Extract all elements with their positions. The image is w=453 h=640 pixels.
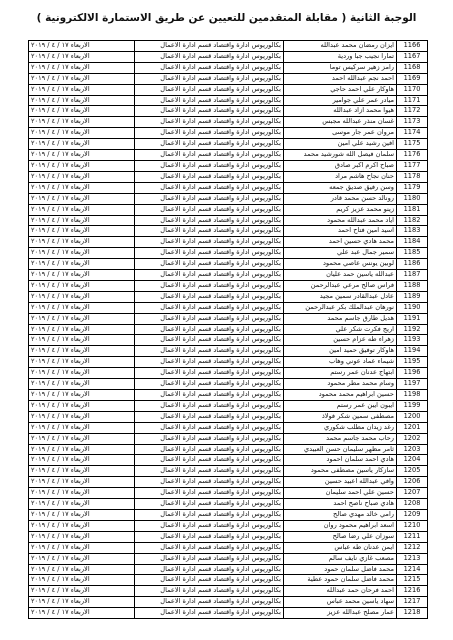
row-name: رامي خالد مهدي صالح xyxy=(284,509,397,520)
table-row xyxy=(29,466,428,477)
row-qualification: بكالوريوس ادارة واقتصاد قسم ادارة الاعمال xyxy=(135,128,284,139)
table-row xyxy=(29,215,428,226)
row-qualification: بكالوريوس ادارة واقتصاد قسم ادارة الاعمال xyxy=(135,84,284,95)
row-number: 1187 xyxy=(397,270,428,281)
row-number: 1189 xyxy=(397,291,428,302)
row-date: الاربعاء ١٧ / ٤ / ٢٠١٩ xyxy=(29,466,135,477)
table-row xyxy=(29,41,428,52)
table-row xyxy=(29,302,428,313)
row-qualification: بكالوريوس ادارة واقتصاد قسم ادارة الاعمال xyxy=(135,433,284,444)
row-qualification: بكالوريوس ادارة واقتصاد قسم ادارة الاعمال xyxy=(135,411,284,422)
row-number: 1208 xyxy=(397,499,428,510)
row-date: الاربعاء ١٧ / ٤ / ٢٠١٩ xyxy=(29,422,135,433)
row-number: 1212 xyxy=(397,542,428,553)
row-number: 1194 xyxy=(397,346,428,357)
row-name: هاوكار علي احمد حاجي xyxy=(284,84,397,95)
row-qualification: بكالوريوس ادارة واقتصاد قسم ادارة الاعمال xyxy=(135,368,284,379)
row-name: عمار مصلح عبدالله عزيز xyxy=(284,608,397,619)
row-date: الاربعاء ١٧ / ٤ / ٢٠١٩ xyxy=(29,346,135,357)
row-qualification: بكالوريوس ادارة واقتصاد قسم ادارة الاعمال xyxy=(135,466,284,477)
row-name: وسن رفيق صديق جمعه xyxy=(284,182,397,193)
row-number: 1186 xyxy=(397,259,428,270)
row-date: الاربعاء ١٧ / ٤ / ٢٠١٩ xyxy=(29,335,135,346)
row-date: الاربعاء ١٧ / ٤ / ٢٠١٩ xyxy=(29,357,135,368)
table-row xyxy=(29,400,428,411)
row-qualification: بكالوريوس ادارة واقتصاد قسم ادارة الاعمال xyxy=(135,117,284,128)
row-number: 1205 xyxy=(397,466,428,477)
row-date: الاربعاء ١٧ / ٤ / ٢٠١٩ xyxy=(29,139,135,150)
row-date: الاربعاء ١٧ / ٤ / ٢٠١٩ xyxy=(29,171,135,182)
table-row xyxy=(29,335,428,346)
row-name: سلمان فيصل الله شورشيد محمد xyxy=(284,150,397,161)
row-name: حسين علي احمد سليمان xyxy=(284,488,397,499)
row-date: الاربعاء ١٧ / ٤ / ٢٠١٩ xyxy=(29,291,135,302)
row-date: الاربعاء ١٧ / ٤ / ٢٠١٩ xyxy=(29,41,135,52)
row-qualification: بكالوريوس ادارة واقتصاد قسم ادارة الاعمال xyxy=(135,237,284,248)
table-row xyxy=(29,433,428,444)
row-number: 1180 xyxy=(397,193,428,204)
row-date: الاربعاء ١٧ / ٤ / ٢٠١٩ xyxy=(29,520,135,531)
row-qualification: بكالوريوس ادارة واقتصاد قسم ادارة الاعمال xyxy=(135,259,284,270)
row-date: الاربعاء ١٧ / ٤ / ٢٠١٩ xyxy=(29,128,135,139)
row-name: رامز زهير سركيس توما xyxy=(284,62,397,73)
row-number: 1204 xyxy=(397,455,428,466)
row-qualification: بكالوريوس ادارة واقتصاد قسم ادارة الاعمال xyxy=(135,520,284,531)
row-number: 1166 xyxy=(397,41,428,52)
row-date: الاربعاء ١٧ / ٤ / ٢٠١٩ xyxy=(29,302,135,313)
row-date: الاربعاء ١٧ / ٤ / ٢٠١٩ xyxy=(29,215,135,226)
row-number: 1195 xyxy=(397,357,428,368)
table-row xyxy=(29,520,428,531)
row-number: 1173 xyxy=(397,117,428,128)
table-row xyxy=(29,182,428,193)
row-number: 1176 xyxy=(397,150,428,161)
row-name: اسعد ابراهيم محمود روان xyxy=(284,520,397,531)
row-date: الاربعاء ١٧ / ٤ / ٢٠١٩ xyxy=(29,324,135,335)
row-name: فراس صالح مرعي عبدالرحمن xyxy=(284,280,397,291)
row-number: 1182 xyxy=(397,215,428,226)
row-name: ميادر عمر علي جوامير xyxy=(284,95,397,106)
row-number: 1196 xyxy=(397,368,428,379)
table-row xyxy=(29,564,428,575)
row-name: ايزان رمضان محمد عبدالله xyxy=(284,41,397,52)
row-number: 1170 xyxy=(397,84,428,95)
row-name: ثامر مظهر سليمان حسن العبيدي xyxy=(284,444,397,455)
row-name: لوبين يونس عاصي محمود xyxy=(284,259,397,270)
row-name: حنان نجاح هاشم مراد xyxy=(284,171,397,182)
row-name: هاوكار توفيق حميد امين xyxy=(284,346,397,357)
table-row xyxy=(29,597,428,608)
row-date: الاربعاء ١٧ / ٤ / ٢٠١٩ xyxy=(29,106,135,117)
row-number: 1200 xyxy=(397,411,428,422)
row-name: عبدالله ياسين حمد عليان xyxy=(284,270,397,281)
row-qualification: بكالوريوس ادارة واقتصاد قسم ادارة الاعمال xyxy=(135,400,284,411)
table-row xyxy=(29,193,428,204)
table-row xyxy=(29,390,428,401)
table-row xyxy=(29,313,428,324)
row-date: الاربعاء ١٧ / ٤ / ٢٠١٩ xyxy=(29,499,135,510)
row-name: عادل عبدالقادر سمين مجيد xyxy=(284,291,397,302)
row-name: وسام محمد مطر محمود xyxy=(284,379,397,390)
row-date: الاربعاء ١٧ / ٤ / ٢٠١٩ xyxy=(29,95,135,106)
row-name: محمد هادي حسين احمد xyxy=(284,237,397,248)
table-row xyxy=(29,204,428,215)
row-number: 1207 xyxy=(397,488,428,499)
row-number: 1218 xyxy=(397,608,428,619)
row-date: الاربعاء ١٧ / ٤ / ٢٠١٩ xyxy=(29,259,135,270)
table-row xyxy=(29,160,428,171)
table-row xyxy=(29,117,428,128)
row-date: الاربعاء ١٧ / ٤ / ٢٠١٩ xyxy=(29,84,135,95)
row-qualification: بكالوريوس ادارة واقتصاد قسم ادارة الاعمال xyxy=(135,335,284,346)
table-row xyxy=(29,368,428,379)
row-qualification: بكالوريوس ادارة واقتصاد قسم ادارة الاعمال xyxy=(135,488,284,499)
row-number: 1198 xyxy=(397,390,428,401)
row-qualification: بكالوريوس ادارة واقتصاد قسم ادارة الاعمال xyxy=(135,62,284,73)
row-name: هديل طارق جاسم محمد xyxy=(284,313,397,324)
table-row xyxy=(29,357,428,368)
row-date: الاربعاء ١٧ / ٤ / ٢٠١٩ xyxy=(29,400,135,411)
row-name: محمد فاضل سلمان حمود عطية xyxy=(284,575,397,586)
table-row xyxy=(29,499,428,510)
row-number: 1185 xyxy=(397,248,428,259)
row-date: الاربعاء ١٧ / ٤ / ٢٠١٩ xyxy=(29,51,135,62)
table-row xyxy=(29,226,428,237)
row-number: 1172 xyxy=(397,106,428,117)
row-date: الاربعاء ١٧ / ٤ / ٢٠١٩ xyxy=(29,73,135,84)
row-date: الاربعاء ١٧ / ٤ / ٢٠١٩ xyxy=(29,586,135,597)
row-number: 1171 xyxy=(397,95,428,106)
page-title: الوجبة الثانية ( مقابلة المتقدمين للتعيين عن طريق الاستمارة الالكترونية ) xyxy=(36,12,417,24)
row-number: 1215 xyxy=(397,575,428,586)
row-name: صباح اكرم اكبر صادق xyxy=(284,160,397,171)
row-number: 1201 xyxy=(397,422,428,433)
row-number: 1209 xyxy=(397,509,428,520)
row-name: رونالد حسن محمد قادر xyxy=(284,193,397,204)
row-name: سهاد ياسين محمد عباس xyxy=(284,597,397,608)
row-date: الاربعاء ١٧ / ٤ / ٢٠١٩ xyxy=(29,455,135,466)
row-name: افين رشيد علي امين xyxy=(284,139,397,150)
row-name: اياد محمد عبدالله محمود xyxy=(284,215,397,226)
row-name: سمير جمال عبد علي xyxy=(284,248,397,259)
row-qualification: بكالوريوس ادارة واقتصاد قسم ادارة الاعمال xyxy=(135,248,284,259)
row-qualification: بكالوريوس ادارة واقتصاد قسم ادارة الاعمال xyxy=(135,171,284,182)
row-qualification: بكالوريوس ادارة واقتصاد قسم ادارة الاعمال xyxy=(135,346,284,357)
row-name: اسيد امين فتاح احمد xyxy=(284,226,397,237)
row-number: 1181 xyxy=(397,204,428,215)
row-number: 1192 xyxy=(397,324,428,335)
table-row xyxy=(29,422,428,433)
row-date: الاربعاء ١٧ / ٤ / ٢٠١٩ xyxy=(29,280,135,291)
row-date: الاربعاء ١٧ / ٤ / ٢٠١٩ xyxy=(29,248,135,259)
table-row xyxy=(29,51,428,62)
row-qualification: بكالوريوس ادارة واقتصاد قسم ادارة الاعمال xyxy=(135,41,284,52)
row-number: 1188 xyxy=(397,280,428,291)
table-row xyxy=(29,455,428,466)
row-name: سازكار ياسين مصطفى محمود xyxy=(284,466,397,477)
row-number: 1178 xyxy=(397,171,428,182)
table-row xyxy=(29,411,428,422)
row-qualification: بكالوريوس ادارة واقتصاد قسم ادارة الاعمال xyxy=(135,291,284,302)
row-name: غسان منذر عبدالله مجبس xyxy=(284,117,397,128)
row-number: 1210 xyxy=(397,520,428,531)
row-number: 1197 xyxy=(397,379,428,390)
row-number: 1214 xyxy=(397,564,428,575)
row-date: الاربعاء ١٧ / ٤ / ٢٠١٩ xyxy=(29,182,135,193)
row-number: 1211 xyxy=(397,531,428,542)
row-number: 1177 xyxy=(397,160,428,171)
row-date: الاربعاء ١٧ / ٤ / ٢٠١٩ xyxy=(29,193,135,204)
row-qualification: بكالوريوس ادارة واقتصاد قسم ادارة الاعمال xyxy=(135,324,284,335)
table-row xyxy=(29,379,428,390)
row-date: الاربعاء ١٧ / ٤ / ٢٠١٩ xyxy=(29,433,135,444)
row-date: الاربعاء ١٧ / ٤ / ٢٠١٩ xyxy=(29,226,135,237)
row-qualification: بكالوريوس ادارة واقتصاد قسم ادارة الاعمال xyxy=(135,422,284,433)
row-number: 1203 xyxy=(397,444,428,455)
table-row xyxy=(29,259,428,270)
row-date: الاربعاء ١٧ / ٤ / ٢٠١٩ xyxy=(29,608,135,619)
row-number: 1174 xyxy=(397,128,428,139)
row-number: 1199 xyxy=(397,400,428,411)
row-name: تمارا نجيب جبا وردية xyxy=(284,51,397,62)
row-date: الاربعاء ١٧ / ٤ / ٢٠١٩ xyxy=(29,411,135,422)
row-date: الاربعاء ١٧ / ٤ / ٢٠١٩ xyxy=(29,62,135,73)
row-name: سوزان علي رضا صالح xyxy=(284,531,397,542)
row-name: زهراء طه عزام حسين xyxy=(284,335,397,346)
table-row xyxy=(29,531,428,542)
row-qualification: بكالوريوس ادارة واقتصاد قسم ادارة الاعمال xyxy=(135,509,284,520)
row-qualification: بكالوريوس ادارة واقتصاد قسم ادارة الاعمال xyxy=(135,182,284,193)
row-name: شيماء عماد عوني وهاب xyxy=(284,357,397,368)
row-qualification: بكالوريوس ادارة واقتصاد قسم ادارة الاعمال xyxy=(135,193,284,204)
table-row xyxy=(29,128,428,139)
row-date: الاربعاء ١٧ / ٤ / ٢٠١٩ xyxy=(29,444,135,455)
row-qualification: بكالوريوس ادارة واقتصاد قسم ادارة الاعمال xyxy=(135,575,284,586)
row-qualification: بكالوريوس ادارة واقتصاد قسم ادارة الاعمال xyxy=(135,390,284,401)
row-date: الاربعاء ١٧ / ٤ / ٢٠١٩ xyxy=(29,488,135,499)
row-qualification: بكالوريوس ادارة واقتصاد قسم ادارة الاعمال xyxy=(135,313,284,324)
table-row xyxy=(29,444,428,455)
applicants-table xyxy=(28,40,428,619)
row-name: وافي عبدالله اعبيد حسين xyxy=(284,477,397,488)
table-row xyxy=(29,84,428,95)
table-row xyxy=(29,73,428,84)
table-row xyxy=(29,542,428,553)
row-qualification: بكالوريوس ادارة واقتصاد قسم ادارة الاعمال xyxy=(135,608,284,619)
row-qualification: بكالوريوس ادارة واقتصاد قسم ادارة الاعمال xyxy=(135,204,284,215)
row-date: الاربعاء ١٧ / ٤ / ٢٠١٩ xyxy=(29,204,135,215)
row-number: 1206 xyxy=(397,477,428,488)
row-date: الاربعاء ١٧ / ٤ / ٢٠١٩ xyxy=(29,368,135,379)
row-name: ابتهاج عدنان عمر رستم xyxy=(284,368,397,379)
row-qualification: بكالوريوس ادارة واقتصاد قسم ادارة الاعمال xyxy=(135,73,284,84)
table-row xyxy=(29,280,428,291)
row-number: 1184 xyxy=(397,237,428,248)
table-row xyxy=(29,248,428,259)
row-qualification: بكالوريوس ادارة واقتصاد قسم ادارة الاعمال xyxy=(135,542,284,553)
row-number: 1179 xyxy=(397,182,428,193)
row-date: الاربعاء ١٧ / ٤ / ٢٠١٩ xyxy=(29,313,135,324)
row-date: الاربعاء ١٧ / ٤ / ٢٠١٩ xyxy=(29,564,135,575)
row-date: الاربعاء ١٧ / ٤ / ٢٠١٩ xyxy=(29,270,135,281)
row-name: رغد زيدان مطلب شكوري xyxy=(284,422,397,433)
table-row xyxy=(29,346,428,357)
row-date: الاربعاء ١٧ / ٤ / ٢٠١٩ xyxy=(29,542,135,553)
table-row xyxy=(29,586,428,597)
row-number: 1216 xyxy=(397,586,428,597)
row-name: مصطفى سمين شكر فولاذ xyxy=(284,411,397,422)
row-number: 1168 xyxy=(397,62,428,73)
row-date: الاربعاء ١٧ / ٤ / ٢٠١٩ xyxy=(29,477,135,488)
table-row xyxy=(29,608,428,619)
row-qualification: بكالوريوس ادارة واقتصاد قسم ادارة الاعمال xyxy=(135,160,284,171)
row-number: 1217 xyxy=(397,597,428,608)
row-qualification: بكالوريوس ادارة واقتصاد قسم ادارة الاعمال xyxy=(135,564,284,575)
table-row xyxy=(29,95,428,106)
row-qualification: بكالوريوس ادارة واقتصاد قسم ادارة الاعمال xyxy=(135,597,284,608)
row-number: 1213 xyxy=(397,553,428,564)
row-date: الاربعاء ١٧ / ٤ / ٢٠١٩ xyxy=(29,390,135,401)
table-row xyxy=(29,106,428,117)
row-qualification: بكالوريوس ادارة واقتصاد قسم ادارة الاعمال xyxy=(135,95,284,106)
row-qualification: بكالوريوس ادارة واقتصاد قسم ادارة الاعمال xyxy=(135,215,284,226)
table-row xyxy=(29,553,428,564)
row-number: 1193 xyxy=(397,335,428,346)
row-qualification: بكالوريوس ادارة واقتصاد قسم ادارة الاعمال xyxy=(135,586,284,597)
row-qualification: بكالوريوس ادارة واقتصاد قسم ادارة الاعمال xyxy=(135,302,284,313)
table-row xyxy=(29,488,428,499)
row-name: ايمن عدنان طه عباس xyxy=(284,542,397,553)
row-number: 1167 xyxy=(397,51,428,62)
row-name: هادي احمد سلمان احمود xyxy=(284,455,397,466)
row-name: مصعب غازي نايف سالم xyxy=(284,553,397,564)
row-name: هيوا محمد ازاد عبدالله xyxy=(284,106,397,117)
row-name: رحاب محمد جاسم محمد xyxy=(284,433,397,444)
table-row xyxy=(29,62,428,73)
table-row xyxy=(29,270,428,281)
row-qualification: بكالوريوس ادارة واقتصاد قسم ادارة الاعمال xyxy=(135,357,284,368)
row-date: الاربعاء ١٧ / ٤ / ٢٠١٩ xyxy=(29,379,135,390)
row-qualification: بكالوريوس ادارة واقتصاد قسم ادارة الاعمال xyxy=(135,444,284,455)
table-row xyxy=(29,237,428,248)
row-date: الاربعاء ١٧ / ٤ / ٢٠١٩ xyxy=(29,160,135,171)
row-number: 1183 xyxy=(397,226,428,237)
table-row xyxy=(29,575,428,586)
row-qualification: بكالوريوس ادارة واقتصاد قسم ادارة الاعمال xyxy=(135,226,284,237)
table-row xyxy=(29,324,428,335)
table-row xyxy=(29,509,428,520)
row-name: احمد فرحان حمد عبدالله xyxy=(284,586,397,597)
row-qualification: بكالوريوس ادارة واقتصاد قسم ادارة الاعمال xyxy=(135,379,284,390)
row-number: 1169 xyxy=(397,73,428,84)
row-name: مروان عمر جار موسى xyxy=(284,128,397,139)
table-row xyxy=(29,291,428,302)
row-qualification: بكالوريوس ادارة واقتصاد قسم ادارة الاعمال xyxy=(135,455,284,466)
table-row xyxy=(29,477,428,488)
row-qualification: بكالوريوس ادارة واقتصاد قسم ادارة الاعمال xyxy=(135,280,284,291)
row-qualification: بكالوريوس ادارة واقتصاد قسم ادارة الاعمال xyxy=(135,553,284,564)
row-date: الاربعاء ١٧ / ٤ / ٢٠١٩ xyxy=(29,509,135,520)
row-number: 1190 xyxy=(397,302,428,313)
row-date: الاربعاء ١٧ / ٤ / ٢٠١٩ xyxy=(29,150,135,161)
table-row xyxy=(29,139,428,150)
row-name: حسين ابراهيم محمد محمود xyxy=(284,390,397,401)
row-number: 1202 xyxy=(397,433,428,444)
row-qualification: بكالوريوس ادارة واقتصاد قسم ادارة الاعمال xyxy=(135,270,284,281)
row-number: 1175 xyxy=(397,139,428,150)
row-name: احمد نجم عبدالله احمد xyxy=(284,73,397,84)
row-date: الاربعاء ١٧ / ٤ / ٢٠١٩ xyxy=(29,531,135,542)
row-qualification: بكالوريوس ادارة واقتصاد قسم ادارة الاعمال xyxy=(135,499,284,510)
row-number: 1191 xyxy=(397,313,428,324)
row-name: محمد فاضل سلمان حمود xyxy=(284,564,397,575)
row-name: هادي صباح ناصح احمد xyxy=(284,499,397,510)
row-qualification: بكالوريوس ادارة واقتصاد قسم ادارة الاعمال xyxy=(135,139,284,150)
row-qualification: بكالوريوس ادارة واقتصاد قسم ادارة الاعمال xyxy=(135,477,284,488)
row-date: الاربعاء ١٧ / ٤ / ٢٠١٩ xyxy=(29,117,135,128)
row-qualification: بكالوريوس ادارة واقتصاد قسم ادارة الاعمال xyxy=(135,51,284,62)
row-qualification: بكالوريوس ادارة واقتصاد قسم ادارة الاعمال xyxy=(135,531,284,542)
applicants-table-body xyxy=(29,41,428,619)
table-row xyxy=(29,171,428,182)
row-date: الاربعاء ١٧ / ٤ / ٢٠١٩ xyxy=(29,575,135,586)
row-date: الاربعاء ١٧ / ٤ / ٢٠١٩ xyxy=(29,237,135,248)
row-qualification: بكالوريوس ادارة واقتصاد قسم ادارة الاعمال xyxy=(135,106,284,117)
row-name: اريج فكرت شكر علي xyxy=(284,324,397,335)
row-name: زينو محمد عزيز كريم xyxy=(284,204,397,215)
row-name: نورهان عبدالملك بكر عبدالرحمن xyxy=(284,302,397,313)
row-name: ايبون ايبن عمر رستم xyxy=(284,400,397,411)
row-date: الاربعاء ١٧ / ٤ / ٢٠١٩ xyxy=(29,597,135,608)
row-qualification: بكالوريوس ادارة واقتصاد قسم ادارة الاعمال xyxy=(135,150,284,161)
table-row xyxy=(29,150,428,161)
row-date: الاربعاء ١٧ / ٤ / ٢٠١٩ xyxy=(29,553,135,564)
